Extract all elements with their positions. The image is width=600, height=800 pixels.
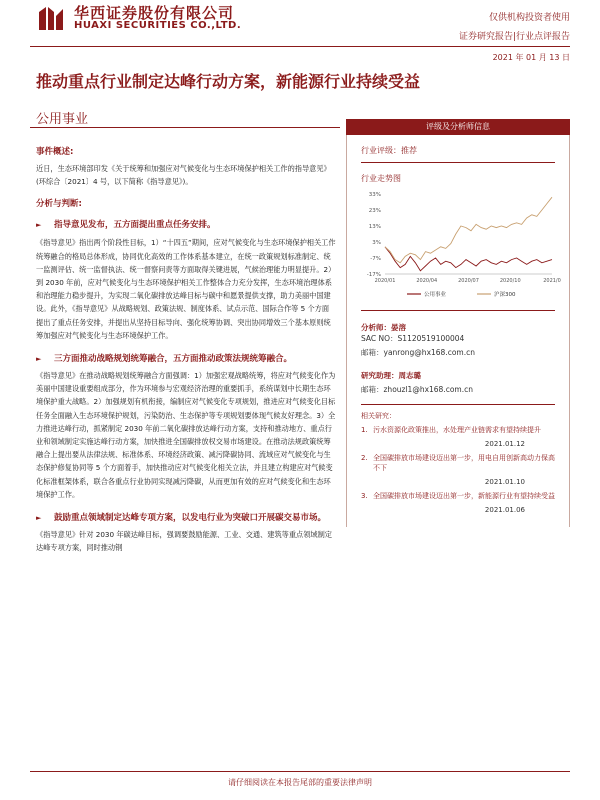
related-item-date: 2021.01.12	[484, 439, 525, 448]
sidebar	[346, 119, 570, 527]
report-type: 证券研究报告|行业点评报告	[458, 32, 570, 42]
x-tick-label: 2021/0	[543, 278, 561, 284]
y-tick-label: 13%	[368, 224, 381, 230]
legend-label: 公用事业	[424, 292, 447, 298]
y-tick-label: -17%	[366, 272, 381, 278]
related-item-num: 3.	[361, 491, 368, 500]
report-title: 推动重点行业制定达峰行动方案，新能源行业持续受益	[36, 72, 421, 91]
page-header	[0, 0, 600, 62]
y-tick-label: 3%	[372, 240, 381, 246]
related-item[interactable]	[361, 425, 555, 435]
industry-rating: 行业评级：推荐	[361, 146, 417, 155]
analyst-1	[347, 311, 569, 359]
chart-title: 行业走势图	[361, 174, 401, 183]
sidebar-header: 评级及分析师信息	[346, 119, 570, 135]
related-item-date: 2021.01.10	[484, 477, 525, 486]
audience-notice: 仅供机构投资者使用	[488, 13, 570, 23]
analyst-1-role: 分析师：晏溶	[361, 323, 406, 332]
related-label: 相关研究：	[361, 411, 396, 420]
summary-heading: 事件概述:	[36, 147, 74, 157]
analyst-1-sac: SAC NO：S1120519100004	[361, 333, 465, 343]
legend-label: 沪深300	[494, 292, 516, 298]
x-tick-label: 2020/07	[458, 278, 479, 284]
point-3-body: 《指导意见》针对 2030 年碳达峰目标，强调要鼓励能源、工业、交通、建筑等重点领域制定达峰专项方案，同时推动钢	[36, 530, 332, 553]
report-date: 2021 年 01 月 13 日	[492, 53, 570, 62]
huaxi-logo-icon	[36, 4, 66, 32]
analyst-1-email: 邮箱：yanrong@hx168.com.cn	[361, 348, 475, 357]
analyst-2-email: 邮箱：zhouzl1@hx168.com.cn	[361, 385, 473, 394]
footer-divider	[30, 771, 570, 772]
brand-name-cn: 华西证券股份有限公司	[74, 4, 235, 22]
analyst-2-role: 研究助理：周志璐	[361, 370, 421, 380]
point-2-body: 《指导意见》在推动战略规划统筹融合方面强调：1）加强宏观战略统筹，将应对气候变化作为美丽中国建设重要组成部分，作为环境参与宏观经济治理的重要抓手，系统谋划中长期生态环境保护重大战略。2）加强规划有机衔接，编制应对气候变化专项规划，推进应对气候变化目标任务全面融入生态环境保护规划，污染防治、生态保护等专项规划要体现气候友好理念。3）全力推进达峰行动，抓紧制定 2030 年前二氧化碳排放达峰行动方案，支持和推动地方、重点行业和领域制定实施达峰行动方案，加快推进全国碳排放权交易市场建设。在推动法规政策统筹融合上提出要从法律法规、标准体系、环境经济政策、减污降碳协同、流域应对气候变化与生态保护修复协同等 5 个方面着手，加快推动应对气候变化相关立法，并且建立构建应对气候变化标准框架体系，联合各重点行业协同实现减污降碳，从而更加有效的应对气候变化和生态环境保护工作。	[36, 371, 336, 499]
legal-notice: 请仔细阅读在本报告尾部的重要法律声明	[228, 778, 372, 787]
industry-category: 公用事业	[36, 112, 89, 127]
y-tick-label: 23%	[368, 208, 381, 214]
y-tick-label: 33%	[368, 192, 381, 198]
x-tick-label: 2020/04	[416, 278, 438, 284]
x-tick-label: 2020/01	[374, 278, 396, 284]
related-research	[347, 405, 569, 527]
point-1-body: 《指导意见》指出两个阶段性目标，1）“十四五”期间，应对气候变化与生态环境保护相关工作统筹融合的格局总体形成，协同优化高效的工作体系基本建立，在统一政策规划标准制定、统一监测评估、统一监督执法、统一督察问责等方面取得关键进展，气候治理能力明显提升。2）到 2030 年前，应对气候变化与生态环境保护相关工作整体合力充分发挥，生态环境治理体系和治理能力稳步提升，为实现二氧化碳排放达峰目标与碳中和愿景提供支撑，助力美丽中国建设。此外，《指导意见》从战略规划、政策法规、制度体系、试点示范、国际合作等 5 个方面提出了重点任务安排，并提出从坚持目标导向、强化统筹协调、突出协同增效三个基本原则统筹加强应对气候变化与生态环境保护工作。	[36, 238, 336, 340]
x-tick-label: 2020/10	[499, 278, 521, 284]
related-item-num: 1.	[361, 425, 368, 434]
point-2-title: ► 三方面推动战略规划统筹融合，五方面推动政策法规统筹融合。	[36, 352, 336, 366]
related-item[interactable]	[361, 453, 555, 473]
analyst-2	[347, 359, 569, 396]
header-divider	[30, 46, 570, 47]
related-item-title[interactable]: 全国碳排放市场建设迈出第一步，新能源行业有望持续受益	[373, 491, 555, 500]
sidebar-box	[346, 135, 570, 527]
analysis-heading: 分析与判断:	[36, 199, 82, 210]
related-item[interactable]	[361, 491, 555, 501]
point-3-title: ► 鼓励重点领域制定达峰专项方案，以发电行业为突破口开展碳交易市场。	[36, 511, 336, 525]
category-divider	[30, 127, 340, 128]
main-content	[36, 146, 336, 554]
related-item-title[interactable]: 全国碳排放市场建设迈出第一步，用电自用创新高动力保高不下	[373, 453, 555, 472]
industry-trend-chart	[347, 188, 569, 306]
y-tick-label: -7%	[370, 256, 381, 262]
related-item-title[interactable]: 污水资源化政策推出，水处理产业链需求有望持续提升	[373, 425, 541, 434]
point-1-title: ► 指导意见发布，五方面提出重点任务安排。	[36, 218, 336, 232]
series-line	[385, 197, 552, 263]
related-item-num: 2.	[361, 453, 368, 462]
series-line	[385, 247, 552, 271]
brand-name-en: HUAXI SECURITIES CO.,LTD.	[74, 20, 242, 31]
summary-text: 近日，生态环境部印发《关于统筹和加强应对气候变化与生态环境保护相关工作的指导意见》(环综合〔2021〕4 号，以下简称《指导意见》)。	[36, 164, 331, 187]
related-item-date: 2021.01.06	[484, 505, 525, 514]
